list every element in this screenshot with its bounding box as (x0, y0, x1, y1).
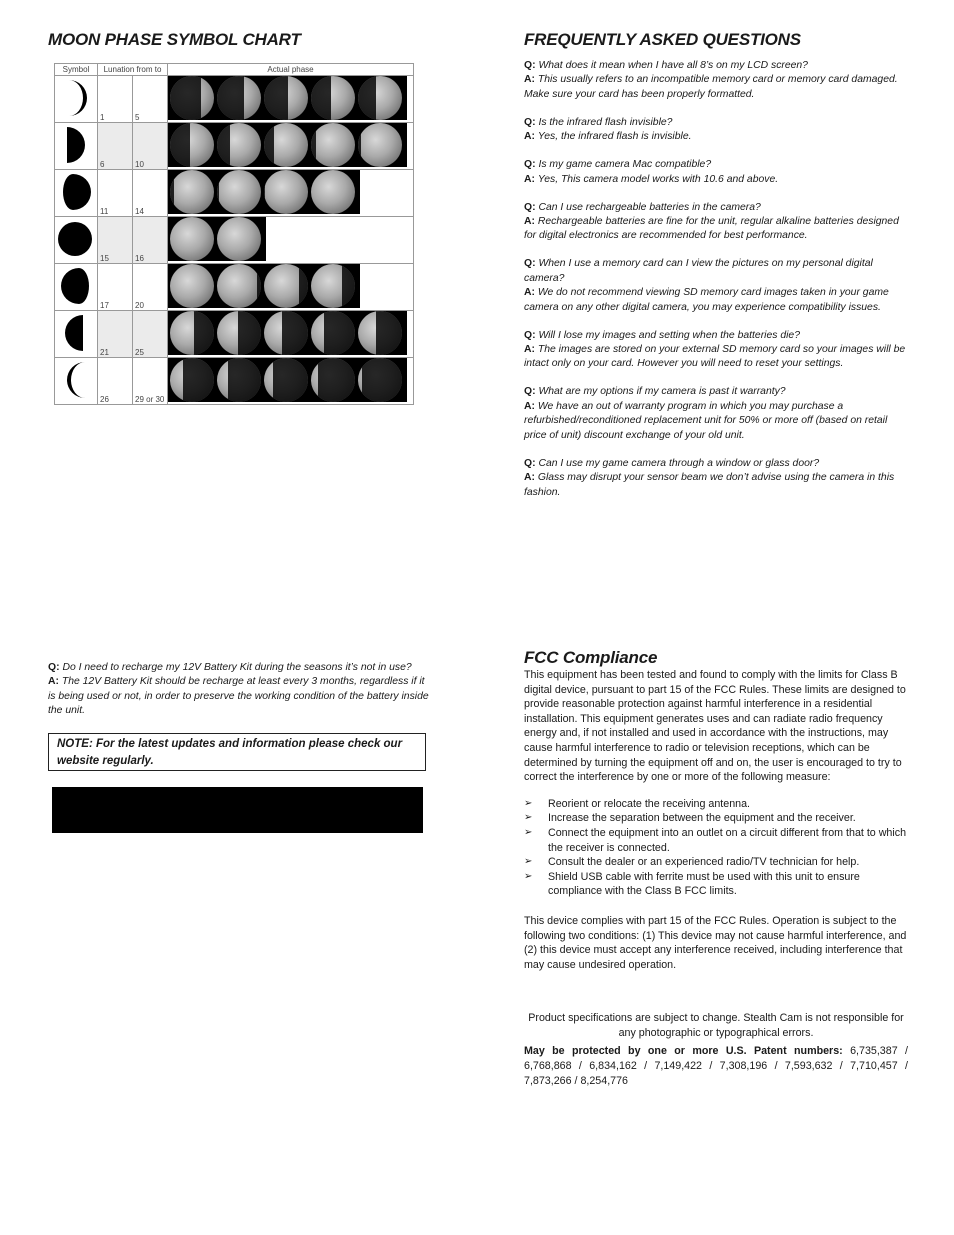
moon-row (55, 264, 414, 311)
moon-photo (264, 358, 308, 402)
arrow-bullet-icon: ➢ (524, 856, 533, 868)
q-label: Q: (524, 457, 536, 469)
moon-shadow (311, 123, 316, 167)
first-quarter-icon (55, 123, 97, 167)
q-label: Q: (524, 116, 536, 128)
lunation-from: 6 (100, 160, 105, 169)
moon-photo-strip (168, 76, 407, 120)
moon-shadow (362, 358, 402, 402)
moon-photo (170, 170, 214, 214)
lunation-from: 17 (100, 301, 109, 310)
faq-answer: We have an out of warranty program in which you may purchase a refurbished/reconditioned replacement unit for 50% or more off (based on retail price of unit) discount exchange of your old unit. (524, 400, 888, 441)
moon-shadow (324, 311, 355, 355)
lunation-from: 11 (100, 207, 109, 216)
faq-question: Is the infrared flash invisible? (538, 116, 673, 128)
moon-photo-strip (168, 311, 407, 355)
fcc-bullet-text: Connect the equipment into an outlet on a circuit different from that to which the receiver is connected. (548, 826, 907, 854)
moon-photo-strip (168, 123, 407, 167)
moon-row (55, 76, 414, 123)
faq-item (524, 329, 908, 372)
q-label: Q: (524, 201, 536, 213)
fcc-bullet-text: Shield USB cable with ferrite must be used with this unit to ensure compliance with the Class B FCC limits. (548, 870, 860, 898)
moon-shadow (358, 123, 361, 167)
a-label: A: (524, 173, 535, 185)
lunation-from-cell (98, 170, 133, 217)
lunation-to-cell (133, 358, 168, 405)
lunation-from: 1 (100, 113, 105, 122)
moon-photo (217, 170, 261, 214)
fcc-intro: This equipment has been tested and found to comply with the limits for Class B digital device, pursuant to part 15 of the FCC Rules. These limits are designed to provide reasonable protection against harmful interference in a residential installation. This equipment generates uses and can radiate radio frequency energy and, if not installed and used in accordance with the instructions, may cause harmful interference to radio or television receptions, which can be determined by turning the equipment off and on, the user is encouraged to try to correct the interference by one or more of the following measure: (524, 669, 906, 784)
moon-photo (358, 311, 402, 355)
moon-row (55, 217, 414, 264)
moon-photo (311, 170, 355, 214)
lunation-from: 15 (100, 254, 109, 263)
redacted-bar (52, 787, 423, 833)
faq-item (524, 59, 908, 102)
moon-shadow (257, 264, 261, 308)
waning-gibbous-icon (55, 264, 97, 308)
moon-shadow (264, 123, 274, 167)
waxing-gibbous-icon (55, 170, 97, 214)
faq-answer: This usually refers to an incompatible memory card or memory card damaged. Make sure your card has been properly formatted. (524, 74, 898, 100)
moon-row (55, 123, 414, 170)
lunation-to: 16 (135, 254, 144, 263)
faq-question: What does it mean when I have all 8’s on my LCD screen? (538, 60, 808, 71)
fcc-bullet-list (524, 797, 908, 899)
faq-item (524, 457, 908, 500)
moon-shadow (264, 170, 265, 214)
moon-shadow (376, 311, 402, 355)
q-label: Q: (524, 258, 536, 270)
fcc-bullet (524, 855, 908, 870)
moon-photo (170, 358, 214, 402)
fcc-title: FCC Compliance (524, 648, 658, 667)
actual-phase-cell (168, 264, 414, 311)
moon-photo (264, 123, 308, 167)
moon-photo (170, 217, 214, 261)
lunation-from-cell (98, 264, 133, 311)
lunation-to: 29 or 30 (135, 395, 165, 404)
lunation-from: 21 (100, 348, 109, 357)
faq-question: Can I use rechargeable batteries in the camera? (538, 201, 761, 213)
actual-phase-cell (168, 358, 414, 405)
moon-shadow (217, 123, 230, 167)
a-label: A: (524, 472, 535, 484)
fcc-compliance-text: This device complies with part 15 of the FCC Rules. Operation is subject to the following two conditions: (1) This device may not cause harmful interference, and (2) this device must accept any interference received, including interference that may cause undesired operation. (524, 914, 907, 971)
a-label: A: (524, 131, 535, 143)
note-box: NOTE: For the latest updates and information please check our website regularly. (48, 733, 426, 771)
lunation-to: 20 (135, 301, 144, 310)
moon-shadow (342, 264, 355, 308)
arrow-bullet-icon: ➢ (524, 870, 533, 882)
moon-chart-title: MOON PHASE SYMBOL CHART (48, 30, 301, 49)
moon-shadow (299, 264, 308, 308)
patent-label: May be protected by one or more U.S. Patent numbers: (524, 1045, 843, 1058)
lunation-from-cell (98, 217, 133, 264)
full-moon-icon (55, 217, 97, 261)
moon-photo-strip (168, 264, 360, 308)
moon-phase-table (54, 63, 414, 405)
moon-shadow (170, 170, 174, 214)
fcc-bullet-text: Increase the separation between the equipment and the receiver. (548, 812, 856, 825)
moon-photo (311, 76, 355, 120)
moon-photo (311, 123, 355, 167)
moon-photo-strip (168, 170, 360, 214)
moon-photo-strip (168, 217, 266, 261)
symbol-cell (55, 311, 98, 358)
moon-shadow (228, 358, 261, 402)
moon-photo (217, 358, 261, 402)
moon-shadow (238, 311, 261, 355)
faq-item (524, 158, 908, 187)
q-label: Q: (524, 159, 536, 171)
q-label: Q: (524, 60, 536, 71)
faq-question: Will I lose my images and setting when the batteries die? (538, 329, 800, 341)
moon-photo (358, 76, 402, 120)
moon-photo (217, 123, 261, 167)
q-label: Q: (48, 662, 60, 673)
faq-question: What are my options if my camera is past it warranty? (538, 386, 786, 398)
moon-photo-strip (168, 358, 407, 402)
lunation-to-cell (133, 76, 168, 123)
moon-photo (170, 123, 214, 167)
header-actual-phase: Actual phase (168, 64, 414, 76)
header-symbol: Symbol (55, 64, 98, 76)
moon-shadow (170, 123, 190, 167)
moon-photo (264, 170, 308, 214)
faq-list (524, 59, 908, 514)
waxing-crescent-icon (55, 76, 97, 120)
moon-photo (217, 76, 261, 120)
lunation-to-cell (133, 217, 168, 264)
moon-shadow (217, 170, 219, 214)
fcc-bullet-text: Consult the dealer or an experienced radio/TV technician for help. (548, 856, 860, 869)
faq-item (524, 201, 908, 244)
actual-phase-cell (168, 76, 414, 123)
fcc-section (524, 668, 908, 1088)
lunation-to-cell (133, 311, 168, 358)
battery-answer: The 12V Battery Kit should be recharge at least every 3 months, regardless if it is being used or not, in order to preserve the working condition of the battery inside the unit. (48, 676, 429, 717)
a-label: A: (524, 344, 535, 356)
moon-photo (217, 264, 261, 308)
q-label: Q: (524, 386, 536, 398)
battery-faq (48, 661, 432, 719)
header-lunation: Lunation from to (98, 64, 168, 76)
patent-numbers: 6,735,387 / 6,768,868 / 6,834,162 / 7,149,422 / 7,308,196 / 7,593,632 / 7,710,457 / 7,873,266 / 8,254,776 (524, 1045, 908, 1087)
moon-photo (264, 76, 308, 120)
a-label: A: (524, 400, 535, 412)
lunation-from-cell (98, 76, 133, 123)
moon-row (55, 170, 414, 217)
faq-answer: The images are stored on your external SD memory card so your images will be intact only on your card. However you will need to reset your settings. (524, 344, 906, 370)
faq-item (524, 385, 908, 443)
moon-shadow (311, 76, 331, 120)
faq-item (524, 116, 908, 145)
moon-shadow (318, 358, 355, 402)
lunation-to-cell (133, 264, 168, 311)
symbol-cell (55, 358, 98, 405)
symbol-cell (55, 76, 98, 123)
faq-answer: Rechargeable batteries are fine for the unit, regular alkaline batteries designed for digital electronics are recommended for best performance. (524, 216, 899, 242)
symbol-cell (55, 217, 98, 264)
arrow-bullet-icon: ➢ (524, 797, 533, 809)
moon-photo (358, 358, 402, 402)
faq-question: When I use a memory card can I view the pictures on my personal digital camera? (524, 258, 873, 284)
patent-text (524, 1044, 908, 1088)
moon-shadow (217, 76, 244, 120)
arrow-bullet-icon: ➢ (524, 812, 533, 824)
symbol-cell (55, 123, 98, 170)
actual-phase-cell (168, 123, 414, 170)
moon-photo (264, 311, 308, 355)
moon-photo (264, 264, 308, 308)
moon-shadow (264, 76, 288, 120)
a-label: A: (524, 216, 535, 228)
lunation-to: 5 (135, 113, 140, 122)
lunation-to: 10 (135, 160, 144, 169)
battery-question: Do I need to recharge my 12V Battery Kit during the seasons it’s not in use? (62, 662, 412, 673)
moon-photo (170, 76, 214, 120)
moon-row (55, 311, 414, 358)
actual-phase-cell (168, 170, 414, 217)
moon-photo (311, 358, 355, 402)
lunation-to: 14 (135, 207, 144, 216)
moon-shadow (183, 358, 214, 402)
faq-answer: We do not recommend viewing SD memory card images taken in your game camera on any other digital camera, you may experience compatibility issues. (524, 287, 889, 313)
q-label: Q: (524, 329, 536, 341)
symbol-cell (55, 264, 98, 311)
moon-shadow (170, 76, 201, 120)
lunation-to: 25 (135, 348, 144, 357)
faq-title: FREQUENTLY ASKED QUESTIONS (524, 30, 801, 49)
lunation-to-cell (133, 123, 168, 170)
moon-shadow (194, 311, 214, 355)
fcc-bullet (524, 826, 908, 855)
faq-question: Can I use my game camera through a window or glass door? (538, 457, 820, 469)
lunation-to-cell (133, 170, 168, 217)
moon-photo (311, 311, 355, 355)
actual-phase-cell (168, 311, 414, 358)
faq-answer: Yes, This camera model works with 10.6 and above. (537, 173, 779, 185)
lunation-from: 26 (100, 395, 109, 404)
last-quarter-icon (55, 311, 97, 355)
faq-question: Is my game camera Mac compatible? (538, 159, 712, 171)
fcc-bullet (524, 870, 908, 899)
faq-item (524, 257, 908, 315)
a-label: A: (48, 676, 59, 688)
waning-crescent-icon (55, 358, 97, 402)
moon-photo (311, 264, 355, 308)
lunation-from-cell (98, 123, 133, 170)
actual-phase-cell (168, 217, 414, 264)
fcc-bullet-text: Reorient or relocate the receiving antenna. (548, 797, 750, 810)
moon-photo (217, 217, 261, 261)
a-label: A: (524, 287, 535, 299)
moon-photo (170, 311, 214, 355)
moon-row (55, 358, 414, 405)
faq-answer: Glass may disrupt your sensor beam we don’t advise using the camera in this fashion. (524, 472, 895, 498)
moon-photo (358, 123, 402, 167)
faq-answer: Yes, the infrared flash is invisible. (537, 131, 692, 143)
moon-shadow (358, 76, 376, 120)
a-label: A: (524, 74, 535, 86)
arrow-bullet-icon: ➢ (524, 826, 533, 838)
symbol-cell (55, 170, 98, 217)
lunation-from-cell (98, 311, 133, 358)
lunation-from-cell (98, 358, 133, 405)
fcc-bullet (524, 797, 908, 812)
moon-shadow (273, 358, 308, 402)
moon-photo (217, 311, 261, 355)
fcc-bullet (524, 811, 908, 826)
moon-shadow (282, 311, 308, 355)
disclaimer-text: Product specifications are subject to change. Stealth Cam is not responsible for any photographic or typographical errors. (528, 1012, 904, 1039)
moon-photo (170, 264, 214, 308)
